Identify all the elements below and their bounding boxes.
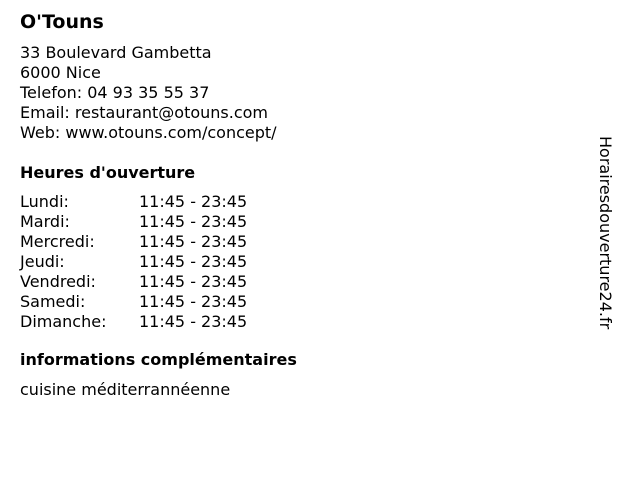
hours-heading: Heures d'ouverture: [20, 163, 196, 182]
business-name: O'Touns: [20, 11, 104, 33]
address-block: [20, 43, 580, 143]
info-heading: informations complémentaires: [20, 350, 297, 369]
email-line: Email: restaurant@otouns.com: [20, 103, 269, 122]
hours-row: [20, 312, 247, 332]
hours-time: 11:45 - 23:45: [139, 252, 248, 271]
hours-row: [20, 192, 247, 212]
hours-row: [20, 272, 247, 292]
hours-time: 11:45 - 23:45: [139, 212, 248, 231]
phone-line: Telefon: 04 93 35 55 37: [20, 83, 210, 102]
hours-day: Dimanche:: [20, 312, 107, 331]
hours-day: Vendredi:: [20, 272, 96, 291]
hours-row: [20, 212, 247, 232]
hours-table: [20, 192, 247, 332]
hours-time: 11:45 - 23:45: [139, 232, 248, 251]
hours-day: Jeudi:: [20, 252, 65, 271]
hours-day: Lundi:: [20, 192, 69, 211]
hours-day: Samedi:: [20, 292, 86, 311]
web-line: Web: www.otouns.com/concept/: [20, 123, 277, 142]
hours-time: 11:45 - 23:45: [139, 192, 248, 211]
hours-row: [20, 292, 247, 312]
hours-time: 11:45 - 23:45: [139, 312, 248, 331]
hours-time: 11:45 - 23:45: [139, 272, 248, 291]
hours-day: Mercredi:: [20, 232, 95, 251]
street-line: 33 Boulevard Gambetta: [20, 43, 212, 62]
hours-day: Mardi:: [20, 212, 70, 231]
info-text: cuisine méditerrannéenne: [20, 380, 231, 399]
city-line: 6000 Nice: [20, 63, 101, 82]
business-card: [20, 10, 580, 400]
hours-row: [20, 252, 247, 272]
hours-row: [20, 232, 247, 252]
watermark-text: Horairesdouverture24.fr: [596, 136, 615, 330]
hours-time: 11:45 - 23:45: [139, 292, 248, 311]
